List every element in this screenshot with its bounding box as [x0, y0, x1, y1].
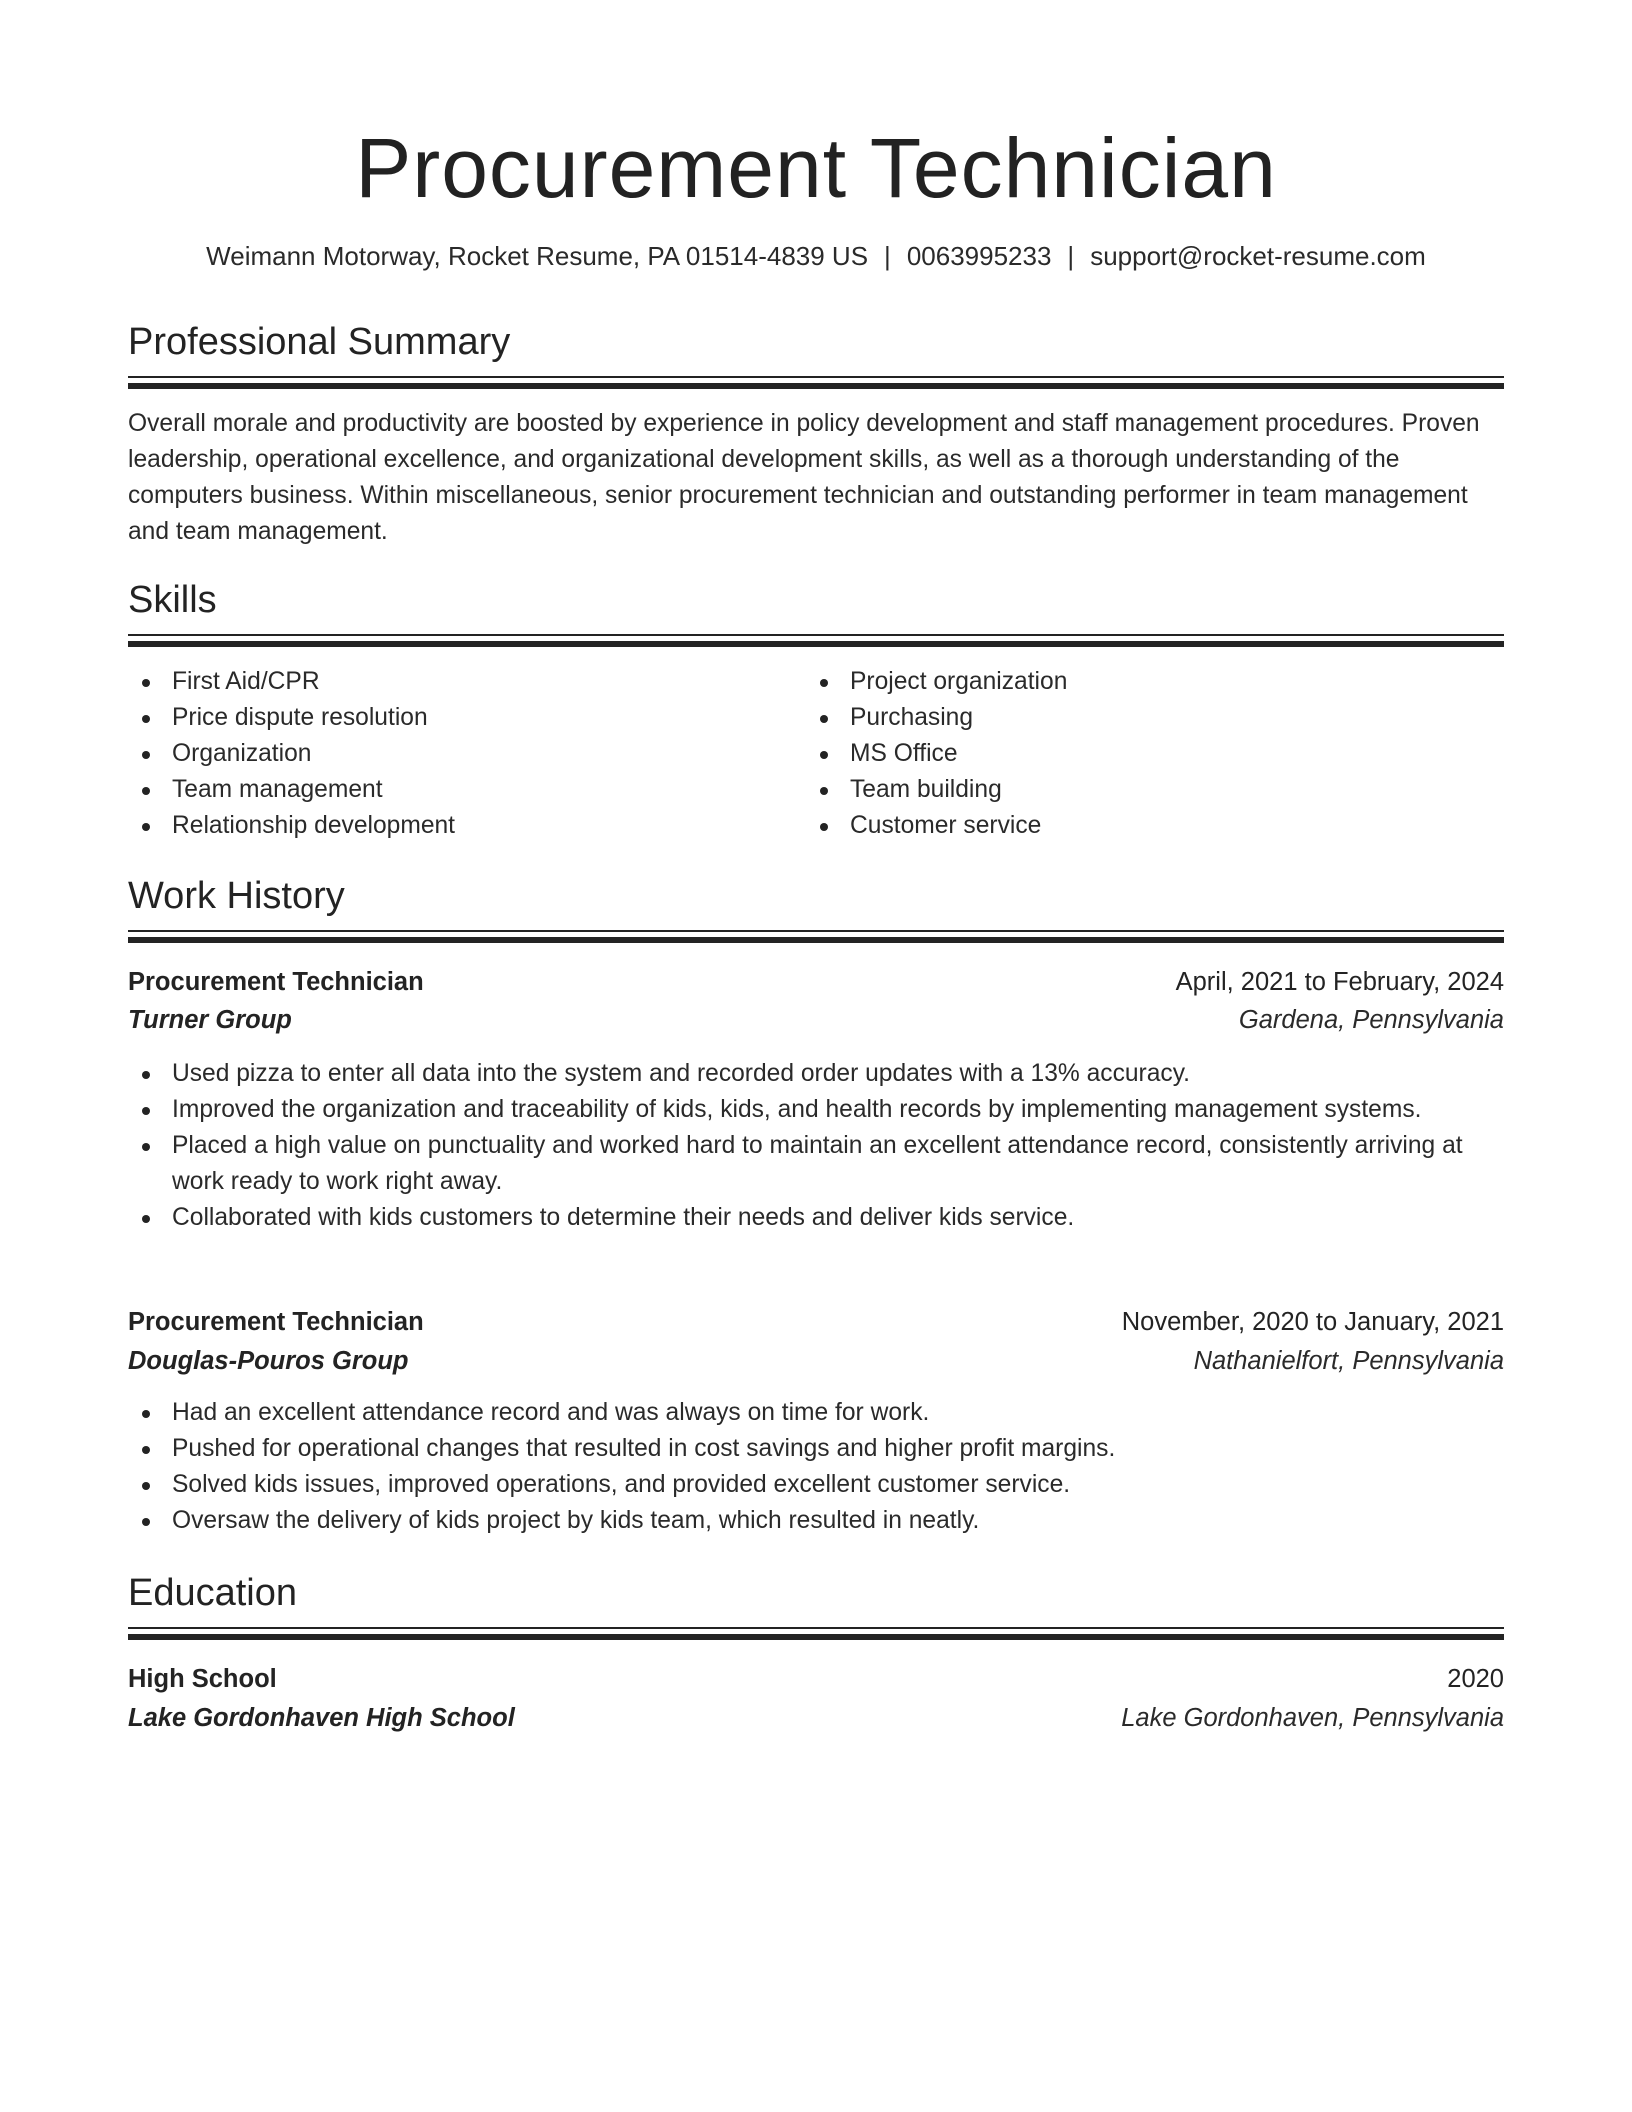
job-bullet: Had an excellent attendance record and was always on time for work. — [128, 1395, 1504, 1431]
skill-item: Customer service — [806, 808, 1466, 844]
job-dates: November, 2020 to January, 2021 — [1121, 1308, 1504, 1336]
job-company-row — [128, 1342, 1504, 1380]
skill-item: Purchasing — [806, 700, 1466, 736]
job-bullet: Collaborated with kids customers to determine their needs and deliver kids service. — [128, 1200, 1504, 1236]
contact-line — [112, 238, 1520, 274]
contact-address: Weimann Motorway, Rocket Resume, PA 01514-4839 US — [206, 241, 869, 271]
job-bullets — [128, 1056, 1504, 1236]
skill-item: Team management — [128, 772, 788, 808]
contact-separator: | — [1067, 241, 1075, 271]
job-position: Procurement Technician — [128, 968, 424, 996]
job-bullets — [128, 1395, 1504, 1539]
section-divider — [128, 634, 1504, 648]
job-location: Nathanielfort, Pennsylvania — [1193, 1347, 1504, 1375]
job-bullet: Used pizza to enter all data into the system and recorded order updates with a 13% accuracy. — [128, 1056, 1504, 1092]
job-company: Douglas-Pouros Group — [128, 1347, 409, 1375]
skill-item: Project organization — [806, 664, 1466, 700]
education-location: Lake Gordonhaven, Pennsylvania — [1121, 1704, 1504, 1732]
section-title-work: Work History — [128, 875, 345, 917]
education-school-row — [128, 1699, 1504, 1737]
education-school: Lake Gordonhaven High School — [128, 1704, 515, 1732]
section-title-summary: Professional Summary — [128, 321, 511, 363]
skill-item: First Aid/CPR — [128, 664, 788, 700]
contact-email: support@rocket-resume.com — [1090, 241, 1426, 271]
job-dates: April, 2021 to February, 2024 — [1175, 968, 1504, 996]
skill-item: MS Office — [806, 736, 1466, 772]
job-position: Procurement Technician — [128, 1308, 424, 1336]
job-bullet: Placed a high value on punctuality and worked hard to maintain an excellent attendance record, consistently arriving at work ready to work right away. — [128, 1128, 1504, 1200]
summary-text: Overall morale and productivity are boosted by experience in policy development and staff management procedures. Proven leadership, operational excellence, and organizational development skills, as well as a thorough understanding of the computers business. Within miscellaneous, senior procurement technician and outstanding performer in team management and team management. — [128, 410, 1480, 545]
job-header-row — [128, 963, 1504, 1001]
job-location: Gardena, Pennsylvania — [1238, 1006, 1504, 1034]
education-header-row — [128, 1660, 1504, 1698]
section-divider — [128, 376, 1504, 390]
job-company: Turner Group — [128, 1006, 292, 1034]
education-degree: High School — [128, 1665, 277, 1693]
job-bullet: Pushed for operational changes that resulted in cost savings and higher profit margins. — [128, 1431, 1504, 1467]
skills-list-right — [806, 664, 1466, 844]
education-year: 2020 — [1447, 1665, 1504, 1693]
skill-item: Team building — [806, 772, 1466, 808]
section-title-education: Education — [128, 1572, 298, 1614]
resume-name: Procurement Technician — [355, 121, 1277, 215]
section-divider — [128, 930, 1504, 944]
contact-phone: 0063995233 — [906, 241, 1052, 271]
skill-item: Organization — [128, 736, 788, 772]
job-bullet: Improved the organization and traceability of kids, kids, and health records by implementing management systems. — [128, 1092, 1504, 1128]
job-bullet: Oversaw the delivery of kids project by kids team, which resulted in neatly. — [128, 1503, 1504, 1539]
section-title-skills: Skills — [128, 579, 217, 621]
skill-item: Relationship development — [128, 808, 788, 844]
contact-separator: | — [884, 241, 891, 271]
job-bullet: Solved kids issues, improved operations, and provided excellent customer service. — [128, 1467, 1504, 1503]
skill-item: Price dispute resolution — [128, 700, 788, 736]
section-divider — [128, 1627, 1504, 1641]
job-header-row — [128, 1303, 1504, 1341]
job-company-row — [128, 1001, 1504, 1039]
skills-list-left — [128, 664, 788, 844]
